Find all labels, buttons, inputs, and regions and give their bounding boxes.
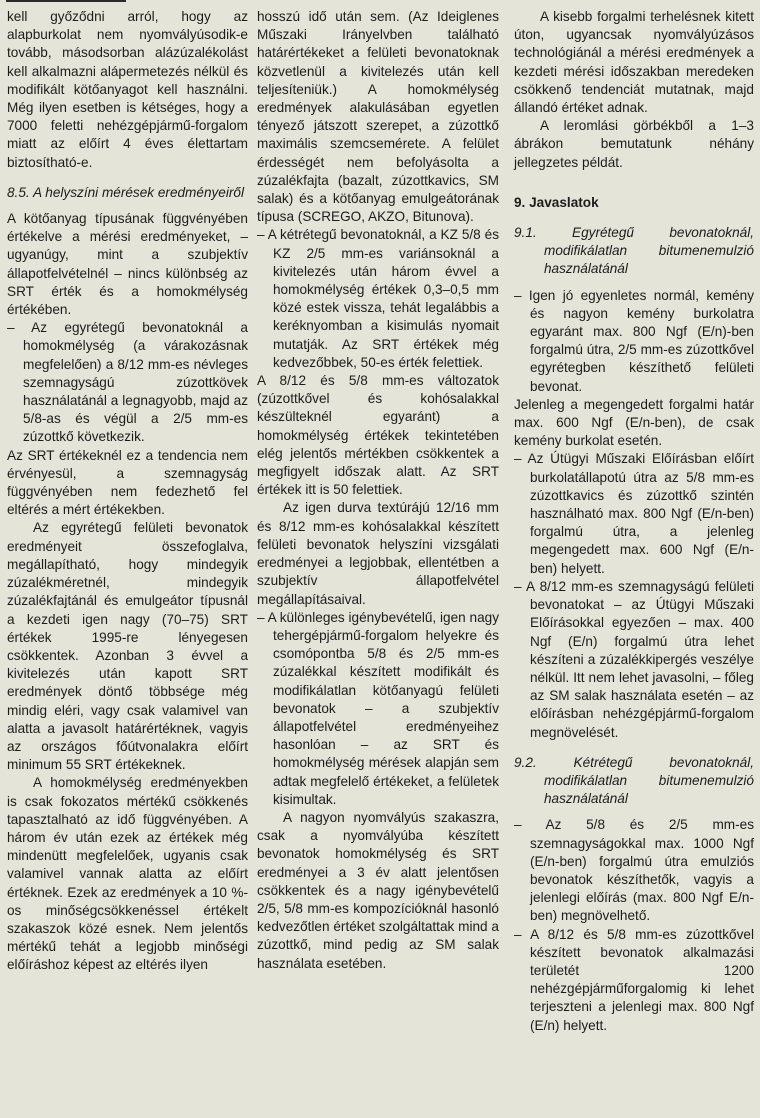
paragraph: A 8/12 és 5/8 mm-es változatok (zúzottkővel és kohósalakkal készülteknél egyaránt) a homokmélység értékek tekintetében elég jelentős mértékben csökkentek a megfigyelt időszak alatt. Az SRT értékek itt is 50 felettiek. [257, 373, 499, 498]
section-heading-9: 9. Javaslatok [514, 194, 599, 210]
paragraph: Az SRT értékeknél ez a tendencia nem érvényesül, a szemnagyság függvényében nem fedezhető fel eltérés a mért értékekben. [7, 447, 248, 518]
column-3 [514, 8, 754, 1035]
dash-paragraph: – A kétrétegű bevonatoknál, a KZ 5/8 és KZ 2/5 mm-es variánsoknál a kivitelezés után három évvel a homokmélység értékek 0,3–0,5 mm közé estek vissza, tehát legalábbis a keréknyomban a kisimulás nyomait mutatják. Az SRT értékek még kedvezőbbek, 50-es érték felettiek. [257, 227, 499, 370]
paragraph: Jelenleg a megengedett forgalmi határ max. 600 Ngf (E/n-ben), de csak kemény burkolat esetén. [514, 396, 754, 449]
paragraph: A kötőanyag típusának függvényében értékelve a mérési eredményeket, – ugyanúgy, mint a szubjektív állapotfelvételnél – nincs különbség az SRT érték és a homokmélység értékében. [7, 211, 248, 318]
dash-paragraph: – A 8/12 és 5/8 mm-es zúzottkővel készített bevonatok alkalmazási területét 1200 nehézgépjárműforgalomig ki lehet terjeszteni a jelenlegi max. 800 Ngf (E/n) helyett. [514, 926, 754, 1033]
column-1 [7, 8, 248, 975]
dash-paragraph: – A 8/12 mm-es szemnagyságú felületi bevonatokat – az Útügyi Műszaki Előírásokkal egyezően – max. 400 Ngf (E/n) forgalmú útra lehet készíteni a zúzalékkipergés veszélye nélkül. Itt nem lehet javasolni, – főleg az SM salak használata esetén – az előírásban nehézgépjármű-forgalom megnövelését. [514, 578, 754, 740]
column-2 [257, 8, 499, 973]
paragraph: Az egyrétegű felületi bevonatok eredményeit összefoglalva, megállapítható, hogy mindegyik zúzalékméretnél, mindegyik zúzalékfajtánál és emulgeátor típusnál a kezdeti igen nagy (70–75) SRT értékek 1995-re lényegesen csökkentek. Azonban 3 évvel a kivitelezés után kapott SRT eredmények döntő többsége még mindig eléri, vagy csak valamivel van alatta a javasolt határértéknek, vagyis az országos főútvonalakra előírt minimum 55 SRT értékeknek. [7, 520, 248, 773]
section-heading-8-5: 8.5. A helyszíni mérések eredményeiről [7, 184, 244, 200]
paragraph: A homokmélység eredményekben is csak fokozatos mértékű csökkenés tapasztalható az idő függvényében. A három év után ezek az értékek még mindenütt megfelelőek, ugyanis csak valamivel vannak alatta az előírt értéknek. Ezek az eredmények a 10 %-os minőségcsökkenéssel értékelt szakaszok közé esnek. Nem jelentős mértékű tehát a legjobb minőségi előíráshoz képest az eltérés ilyen [7, 775, 248, 973]
paragraph: kell győződni arról, hogy az alapburkolat nem nyomvályúsodik-e tovább, másodsorban alázúzalékolást kell alkalmazni alápermetezés nélkül és modifikált kötőanyagot kell használni. Még ilyen esetben is kétséges, hogy a 7000 feletti nehézgépjármű-forgalom miatt az előírt 4 éves élettartam biztosítható-e. [7, 9, 248, 170]
subsection-heading-9-1: 9.1. Egyrétegű bevonatoknál, modifikálatlan bitumenemulzió használatánál [514, 225, 754, 277]
dash-paragraph: – Az egyrétegű bevonatoknál a homokmélység (a várakozásnak megfelelően) a 8/12 mm-es névleges szemnagyságú zúzottkövek használatánál a legnagyobb, majd az 5/8-as és végül a 2/5 mm-es zúzottkő következik. [7, 320, 248, 445]
dash-paragraph: – A különleges igénybevételű, igen nagy tehergépjármű-forgalom helyekre és csomópontba 5/8 és 2/5 mm-es zúzalékkal készített modifikált és modifikálatlan kötőanyagú felületi bevonatok – a szubjektív állapotfelvétel eredményeihez hasonlóan – az SRT és homokmélység mérések alapján sem adtak megfelelő értékeket, a felületek kisimultak. [257, 609, 499, 807]
paragraph: hosszú idő után sem. (Az Ideiglenes Műszaki Irányelvben található határértékeket a felületi bevonatoknak közvetlenül a kivitelezés után kell teljesíteniük.) A homokmélység eredmények alakulásában egyetlen tényező játszott szerepet, a zúzottkő maximális szemcsemérete. A felület érdességét nem befolyásolta a zúzalékfajta (bazalt, zúzottkavics, SM salak) és a kötőanyag emulgeátorának típusa (SCREGO, AKZO, Bitunova). [257, 9, 499, 225]
dash-paragraph: – Az Útügyi Műszaki Előírásban előírt burkolatállapotú útra az 5/8 mm-es zúzottkavics és zúzottkő szintén használható max. 800 Ngf (E/n-ben) forgalmú útra, a jelenleg megengedett max. 600 Ngf (E/n-ben) helyett. [514, 451, 754, 576]
paragraph: Az igen durva textúrájú 12/16 mm és 8/12 mm-es kohósalakkal készített felületi bevonatok helyszíni vizsgálati eredményei a legjobbak, ellentétben a szubjektív állapotfelvétel megállapításaival. [257, 500, 499, 607]
subsection-heading-9-2: 9.2. Kétrétegű bevonatoknál, modifikálatlan bitumenemulzió használatánál [514, 754, 754, 807]
top-rule [6, 0, 126, 2]
paragraph: A kisebb forgalmi terhelésnek kitett úton, ugyancsak nyomvályúzásos technológiánál a mérési eredmények a kezdeti mérési időszakban meredeken csökkenő tendenciát mutatnak, majd állandó értéket adnak. [514, 9, 754, 116]
dash-paragraph: – Igen jó egyenletes normál, kemény és nagyon kemény burkolatra egyaránt max. 800 Ngf (E/n)-ben forgalmú útra, 2/5 mm-es zúzottkővel egyrétegben készíthető felületi bevonat. [514, 287, 754, 394]
paragraph: A leromlási görbékből a 1–3 ábrákon bemutatunk néhány jellegzetes példát. [514, 118, 754, 170]
paragraph: A nagyon nyomvályús szakaszra, csak a nyomvályúba készített bevonatok homokmélység és SRT eredményei a 3 év alatt jelentősen csökkentek és a nagy igénybevételű 2/5, 5/8 mm-es kompozícióknál hasonló kedvezőtlen értéket szolgáltattak mind a zúzottkő, mind pedig az SM salak használata esetében. [257, 809, 499, 971]
dash-paragraph: – Az 5/8 és 2/5 mm-es szemnagyságokkal max. 1000 Ngf (E/n-ben) forgalmú útra emulziós bevonatok készíthetők, vagyis a jelenlegi előírás (max. 800 Ngf E/n-ben) megnövelhető. [514, 817, 754, 924]
